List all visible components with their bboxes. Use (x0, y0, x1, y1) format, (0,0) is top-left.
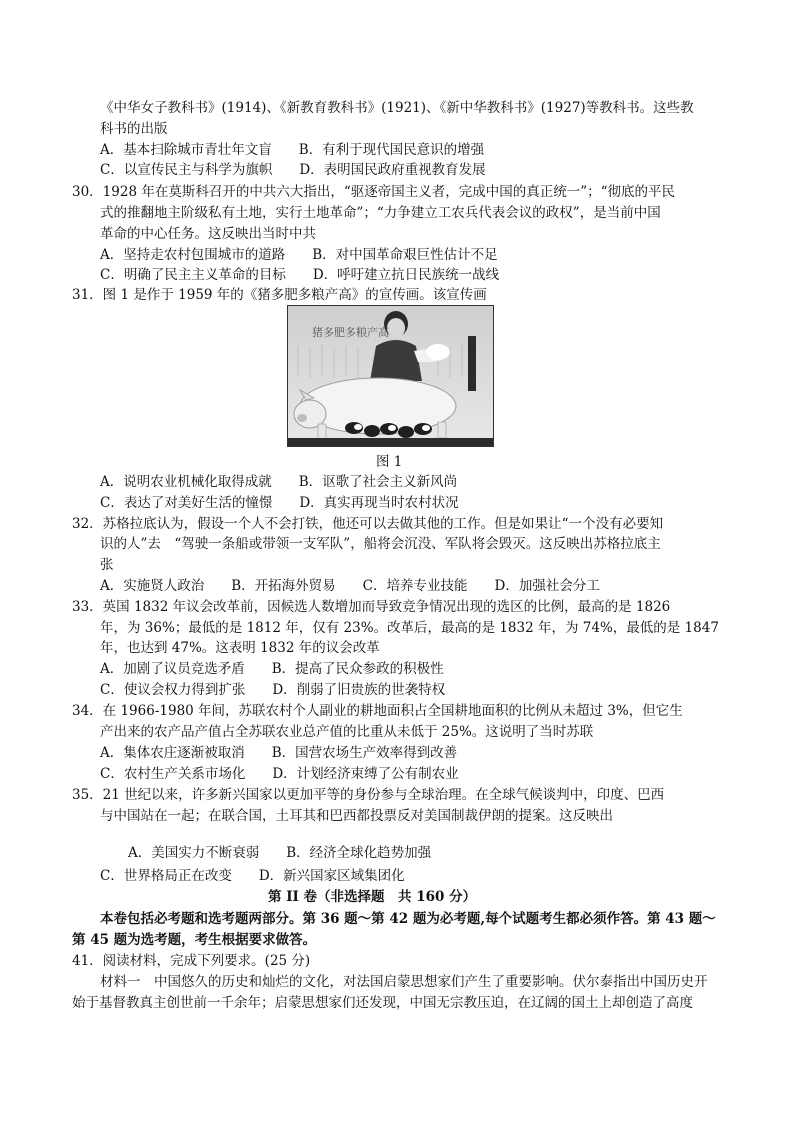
q30-options-cd: C．明确了民主主义革命的目标 D．呼吁建立抗日民族统一战线 (100, 267, 500, 283)
q30-text-line3: 革命的中心任务。这反映出当时中共 (100, 226, 316, 242)
q34-text-line1: 34．在 1966-1980 年间，苏联农村个人副业的耕地面积占全国耕地面积的比例从未超过 3%，但它生 (72, 703, 683, 719)
propaganda-poster-image (287, 305, 494, 447)
q35-options-ab: A．美国实力不断衰弱 B．经济全球化趋势加强 (128, 845, 432, 861)
q30-text-line2: 式的推翻地主阶级私有土地，实行土地革命”；“力争建立工农兵代表会议的政权”，是当前中国 (100, 205, 661, 221)
q41-title: 41．阅读材料，完成下列要求。(25 分) (72, 953, 311, 969)
q33-text-line3: 年，也达到 47%。这表明 1832 年的议会改革 (100, 640, 380, 656)
q30-text-line1: 30．1928 年在莫斯科召开的中共六大指出，“驱逐帝国主义者，完成中国的真正统一”；“彻底的平民 (72, 184, 676, 200)
q29-options-ab: A．基本扫除城市青壮年文盲 B．有利于现代国民意识的增强 (100, 142, 485, 158)
q41-material1-line2: 始于基督教真主创世前一千余年；启蒙思想家们还发现，中国无宗教压迫，在辽阔的国土上却创造了高度 (72, 995, 693, 1011)
q33-options-ab: A．加剧了议员竞选矛盾 B．提高了民众参政的积极性 (100, 661, 444, 677)
poster-title-text: 猪多肥多粮产高 (312, 326, 389, 339)
q30-options-ab: A．坚持走农村包围城市的道路 B．对中国革命艰巨性估计不足 (100, 247, 498, 263)
q29-options-cd: C．以宣传民主与科学为旗帜 D．表明国民政府重视教育发展 (100, 162, 486, 178)
section-2-intro-line1: 本卷包括必考题和选考题两部分。第 36 题～第 42 题为必考题,每个试题考生都必须作答。第 43 题～ (100, 911, 716, 927)
q31-options-cd: C．表达了对美好生活的憧憬 D．真实再现当时农村状况 (100, 495, 459, 511)
q33-text-line1: 33．英国 1832 年议会改革前，因候选人数增加而导致竞争情况出现的选区的比例，最高的是 1826 (72, 599, 671, 615)
q35-options-cd: C．世界格局正在改变 D．新兴国家区域集团化 (100, 868, 405, 884)
q29-text-line1: 《中华女子教科书》(1914)、《新教育教科书》(1921)、《新中华教科书》(1927)等教科书。这些教 (100, 100, 694, 116)
q35-text-line1: 35．21 世纪以来，许多新兴国家以更加平等的身份参与全球治理。在全球气候谈判中，印度、巴西 (72, 787, 665, 803)
q29-text-line2: 科书的出版 (100, 121, 168, 137)
q31-options-ab: A．说明农业机械化取得成就 B．讴歌了社会主义新风尚 (100, 474, 458, 490)
q31-text-line1: 31．图 1 是作于 1959 年的《猪多肥多粮产高》的宣传画。该宣传画 (72, 287, 487, 303)
q32-text-line2: 识的人”去 “驾驶一条船或带领一支军队”，船将会沉没、军队将会毁灭。这反映出苏格拉底主 (100, 536, 661, 552)
section-2-intro-line2: 第 45 题为选考题，考生根据要求做答。 (72, 932, 317, 948)
q34-options-cd: C．农村生产关系市场化 D．计划经济束缚了公有制农业 (100, 766, 459, 782)
q35-text-line2: 与中国站在一起；在联合国，土耳其和巴西都投票反对美国制裁伊朗的提案。这反映出 (100, 808, 613, 824)
q32-options: A．实施贤人政治 B．开拓海外贸易 C．培养专业技能 D．加强社会分工 (100, 578, 600, 594)
q33-options-cd: C．使议会权力得到扩张 D．削弱了旧贵族的世袭特权 (100, 682, 446, 698)
q33-text-line2: 年，为 36%；最低的是 1812 年，仅有 23%。改革后，最高的是 1832 年，为 74%，最低的是 1847 (100, 620, 719, 636)
q32-text-line1: 32．苏格拉底认为，假设一个人不会打铁，他还可以去做其他的工作。但是如果让“一个没有必要知 (72, 516, 664, 532)
q34-text-line2: 产出来的农产品产值占全苏联农业总产值的比重从未低于 25%。这说明了当时苏联 (100, 724, 594, 740)
section-2-title: 第 II 卷（非选择题 共 160 分） (268, 889, 477, 905)
q41-material1-line1: 材料一 中国悠久的历史和灿烂的文化，对法国启蒙思想家们产生了重要影响。伏尔泰指出中国历史开 (100, 974, 708, 990)
q34-options-ab: A．集体农庄逐渐被取消 B．国营农场生产效率得到改善 (100, 745, 458, 761)
figure-caption: 图 1 (376, 454, 403, 470)
q32-text-line3: 张 (100, 557, 114, 573)
